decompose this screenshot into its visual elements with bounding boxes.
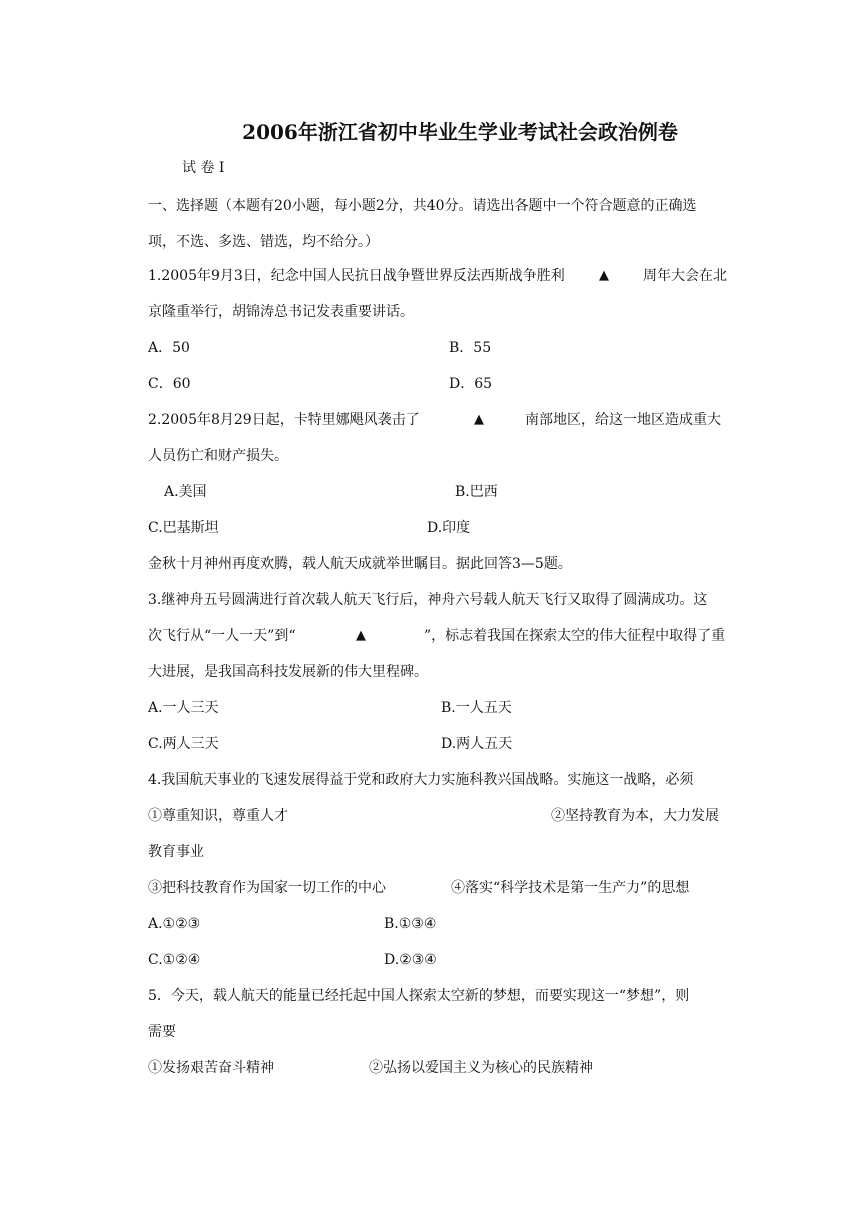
q2-option-c: C.巴基斯坦 [148,520,219,536]
q4-item2-cont: 教育事业 [148,844,204,860]
q3-option-c: C.两人三天 [148,736,219,752]
q5-item2: ②弘扬以爱国主义为核心的民族精神 [369,1060,593,1076]
q5-stem: 5．今天，载人航天的能量已经托起中国人探索太空新的梦想，而要实现这一“梦想”，则 [148,988,690,1004]
q2-option-a: A.美国 [164,484,207,500]
q5-item1: ①发扬艰苦奋斗精神 [148,1060,274,1076]
page-title: 2006年浙江省初中毕业生学业考试社会政治例卷 [242,120,678,144]
q3-line2-a: 次飞行从“一人一天”到“ [148,628,296,644]
q1-blank-marker: ▲ [599,268,609,283]
q4-item4: ④落实“科学技术是第一生产力”的思想 [451,880,690,896]
q2-option-b: B.巴西 [455,484,498,500]
q1-stem-a: 1.2005年9月3日，纪念中国人民抗日战争暨世界反法西斯战争胜利 [148,268,565,284]
q4-option-b: B.①③④ [384,916,437,932]
part-intro-line1: 一、选择题（本题有20小题，每小题2分，共40分。请选出各题中一个符合题意的正确选 [148,198,697,214]
q1-option-c: C．60 [148,376,191,392]
q3-option-b: B.一人五天 [441,700,512,716]
q4-item3: ③把科技教育作为国家一切工作的中心 [148,880,386,896]
q3-line1: 3.继神舟五号圆满进行首次载人航天飞行后，神舟六号载人航天飞行又取得了圆满成功。这 [148,592,708,608]
q3-option-d: D.两人五天 [441,736,513,752]
q1-option-d: D．65 [449,376,493,392]
part-intro-line2: 项，不选、多选、错选，均不给分。） [148,234,379,250]
q1-stem-line2: 京隆重举行，胡锦涛总书记发表重要讲话。 [148,304,414,320]
q4-option-a: A.①②③ [148,916,201,932]
q5-stem-cont: 需要 [148,1024,176,1040]
q1-option-a: A．50 [148,340,190,356]
q2-option-d: D.印度 [427,520,471,536]
q4-option-d: D.②③④ [384,952,437,968]
passage: 金秋十月神州再度欢腾，载人航天成就举世瞩目。据此回答3—5题。 [148,556,572,572]
section-label: 试 卷 Ⅰ [182,160,225,176]
q3-line3: 大进展，是我国高科技发展新的伟大里程碑。 [148,664,428,680]
q4-option-c: C.①②④ [148,952,201,968]
q2-blank-marker: ▲ [474,412,484,427]
q4-item2: ②坚持教育为本，大力发展 [551,808,719,824]
q4-item1: ①尊重知识，尊重人才 [148,808,288,824]
q2-stem-line2: 人员伤亡和财产损失。 [148,448,288,464]
q2-stem-a: 2.2005年8月29日起，卡特里娜飓风袭击了 [148,412,420,428]
q1-option-b: B．55 [449,340,492,356]
q1-stem-b: 周年大会在北 [643,268,727,284]
q3-line2-b: ”，标志着我国在探索太空的伟大征程中取得了重 [424,628,726,644]
q2-stem-b: 南部地区，给这一地区造成重大 [525,412,721,428]
q3-blank-marker: ▲ [356,628,366,643]
q3-option-a: A.一人三天 [148,700,219,716]
q4-stem: 4.我国航天事业的飞速发展得益于党和政府大力实施科教兴国战略。实施这一战略，必须 [148,772,694,788]
